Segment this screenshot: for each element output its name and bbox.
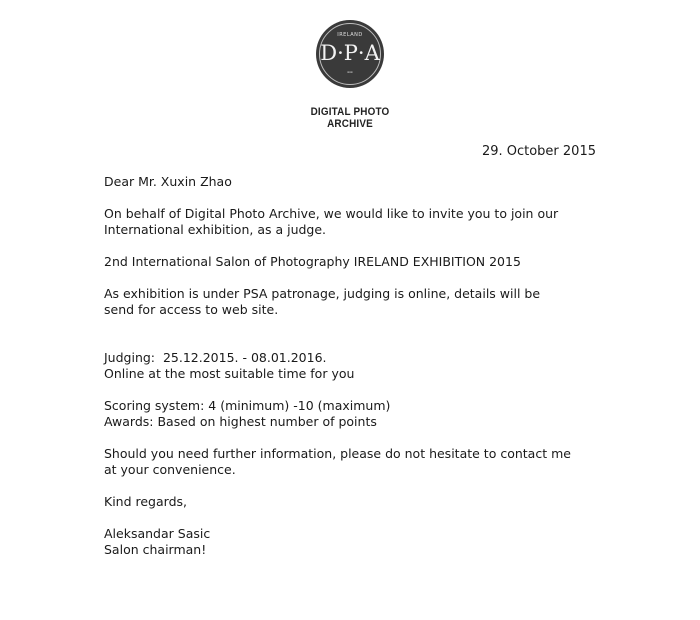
contact-line-1: Should you need further information, please do not hesitate to contact me	[104, 446, 571, 461]
closing: Kind regards,	[104, 494, 187, 509]
letter-date: 29. October 2015	[481, 144, 596, 159]
logo-badge-top-text: IRELAND	[337, 32, 363, 38]
signature-title: Salon chairman!	[104, 542, 207, 557]
logo-wordmark: DIGITAL PHOTO ARCHIVE	[310, 106, 390, 130]
dpa-badge	[316, 20, 384, 88]
letter-body	[104, 174, 624, 558]
event-title: 2nd International Salon of Photography IRELAND EXHIBITION 2015	[104, 254, 521, 269]
invite-line-1: On behalf of Digital Photo Archive, we would like to invite you to join our	[104, 206, 559, 221]
judging-note: Online at the most suitable time for you	[104, 366, 355, 381]
salutation: Dear Mr. Xuxin Zhao	[104, 174, 232, 189]
invite-line-2: International exhibition, as a judge.	[104, 222, 327, 237]
dpa-logo	[304, 14, 396, 130]
awards: Awards: Based on highest number of points	[104, 414, 377, 429]
logo-monogram: D·P·A	[320, 41, 380, 65]
scoring-system: Scoring system: 4 (minimum) -10 (maximum)	[104, 398, 391, 413]
contact-line-2: at your convenience.	[104, 462, 236, 477]
patronage-line-1: As exhibition is under PSA patronage, judging is online, details will be	[104, 286, 541, 301]
patronage-line-2: send for access to web site.	[104, 302, 279, 317]
signature-name: Aleksandar Sasic	[104, 526, 211, 541]
judging-dates: Judging: 25.12.2015. - 08.01.2016.	[104, 350, 327, 365]
logo-badge-bottom-mark: ▬▬	[347, 70, 353, 74]
